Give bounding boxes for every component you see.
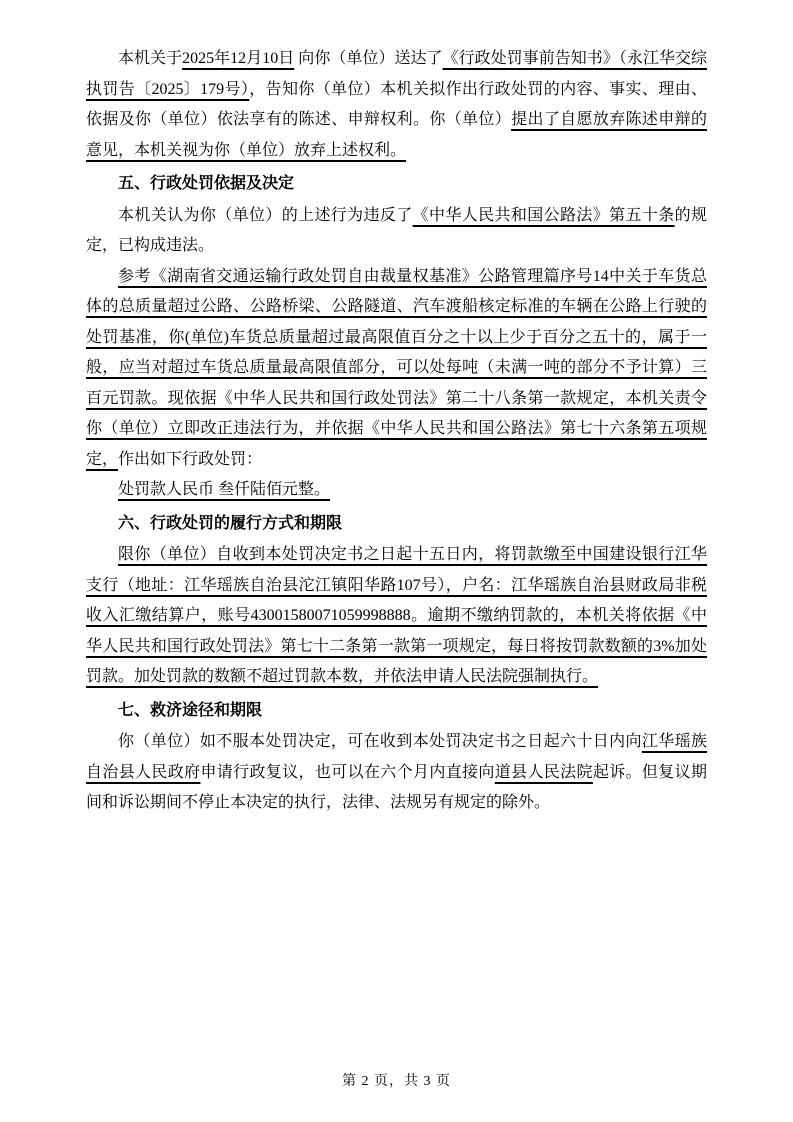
filled-date: 2025年12月10日 — [182, 50, 295, 67]
filled-court-name: 道县人民法院 — [494, 763, 593, 781]
filled-payment-instructions: 限你（单位）自收到本处罚决定书之日起十五日内，将罚款缴至中国建设银行江华支行（地址：江华瑶族自治县沱江镇阳华路107号），户名：江华瑶族自治县财政局非税收入汇缴结算户，账号43001580071059998888。逾期不缴纳罚款的，本机关将依据《中华人民共和国行政处罚法》第七十二条第一款第一项规定，每日将按罚款数额的3%加处罚款。加处罚款的数额不超过罚款本数，并依法申请人民法院强制执行。 — [86, 546, 707, 685]
text-run: 你（单位）如不服本处罚决定，可在收到本处罚决定书之日起六十日内向 — [118, 733, 642, 750]
violation-paragraph — [86, 201, 707, 262]
penalty-amount-paragraph — [86, 475, 707, 506]
filled-law-reference: 《中华人民共和国公路法》第五十条 — [412, 206, 675, 224]
page-number-footer: 第 2 页，共 3 页 — [342, 1074, 451, 1089]
text-run: 申请行政复议，也可以在六个月内直接向 — [200, 763, 495, 781]
remedy-paragraph — [86, 727, 707, 819]
filled-penalty-amount: 处罚款人民币 叁仟陆佰元整。 — [118, 481, 331, 498]
filled-waiver-statement: 提出了自愿放弃陈述申辩的意见，本机关视为你（单位）放弃上述权利。 — [86, 111, 707, 159]
text-run: 本机关于 — [118, 50, 183, 67]
filled-discretion-basis: 参考《湖南省交通运输行政处罚自由裁量权基准》公路管理篇序号14中关于车货总体的总质量超过公路、公路桥梁、公路隧道、汽车渡船核定标准的车辆在公路上行驶的处罚基准，你(单位)车货总质量超过最高限值百分之十以上少于百分之五十的，属于一般，应当对超过车货总质量最高限值部分，可以处每吨（未满一吨的部分不予计算）三百元罚款。现依据《中华人民共和国行政处罚法》第二十八条第一款规定，本机关责令你（单位）立即改正违法行为，并依据《中华人民共和国公路法》第七十六条第五项规定， — [86, 267, 707, 468]
text-run: 的规定，已构成违法。 — [86, 206, 707, 254]
section-5-heading: 五、行政处罚依据及决定 — [118, 175, 295, 192]
text-run: 起诉。但复议期间和诉讼期间不停止本决定的执行，法律、法规另有规定的除外。 — [86, 763, 707, 811]
payment-paragraph — [86, 540, 707, 693]
filled-review-authority: 江华瑶族自治县人民政府 — [86, 733, 707, 781]
text-run: 本机关认为你（单位）的上述行为违反了 — [118, 206, 413, 224]
text-run: 作出如下行政处罚： — [118, 450, 263, 468]
intro-paragraph — [86, 44, 707, 166]
section-6-heading: 六、行政处罚的履行方式和期限 — [118, 514, 343, 532]
text-run: 向你（单位）送达了 — [294, 50, 443, 67]
text-run: ，告知你（单位）本机关拟作出行政处罚的内容、事实、理由、依据及你（单位）依法享有的陈述、申辩权利。你（单位） — [86, 80, 707, 128]
discretion-paragraph — [86, 262, 707, 476]
section-7-heading: 七、救济途径和期限 — [118, 701, 263, 719]
filled-document-number: 《行政处罚事前告知书》（永江华交综执罚告〔2025〕179号） — [86, 50, 707, 98]
